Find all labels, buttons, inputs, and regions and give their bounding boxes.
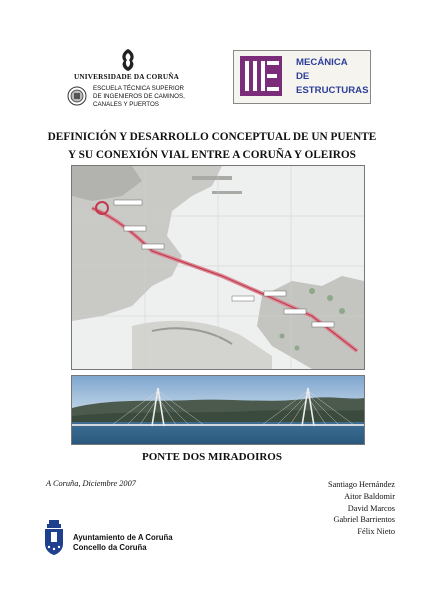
council-line: Concello da Coruña [73,543,147,552]
school-name [93,85,185,110]
school-line: DE INGENIEROS DE CAMINOS, [93,93,185,101]
title-line: DEFINICIÓN Y DESARROLLO CONCEPTUAL DE UN PUENTE [47,131,377,143]
city-crest-icon [43,520,65,556]
author-list [328,479,395,538]
place-and-date: A Coruña, Diciembre 2007 [46,479,136,488]
department-line: ESTRUCTURAS [296,85,369,96]
author-name: Aitor Baldomir [344,491,395,501]
author-name: David Marcos [347,503,395,513]
school-seal-icon [67,86,87,106]
author-name: Gabriel Barrientos [333,515,395,525]
department-line: DE [296,71,310,82]
university-name: UNIVERSIDADE DA CORUÑA [74,73,180,81]
author-name: Santiago Hernández [327,480,395,489]
university-logo [118,48,138,72]
bridge-photo [71,375,365,445]
bridge-rendering [72,376,364,444]
school-line: ESCUELA TÉCNICA SUPERIOR [93,85,185,92]
council-line: Ayuntamiento de A Coruña [73,533,173,542]
department-logo [233,50,371,104]
document-title [10,128,414,164]
school-line: CANALES Y PUERTOS [93,101,159,109]
route-map-drawing [72,166,364,369]
author-name: Félix Nieto [357,527,395,537]
bridge-name: PONTE DOS MIRADOIROS [142,451,282,463]
department-line: MECÁNICA [296,57,348,68]
department-mark-icon [240,56,282,96]
department-name [296,56,369,98]
route-map [71,165,365,370]
city-council-name [73,533,173,553]
title-line: Y SU CONEXIÓN VIAL ENTRE A CORUÑA Y OLEIROS [68,149,356,161]
